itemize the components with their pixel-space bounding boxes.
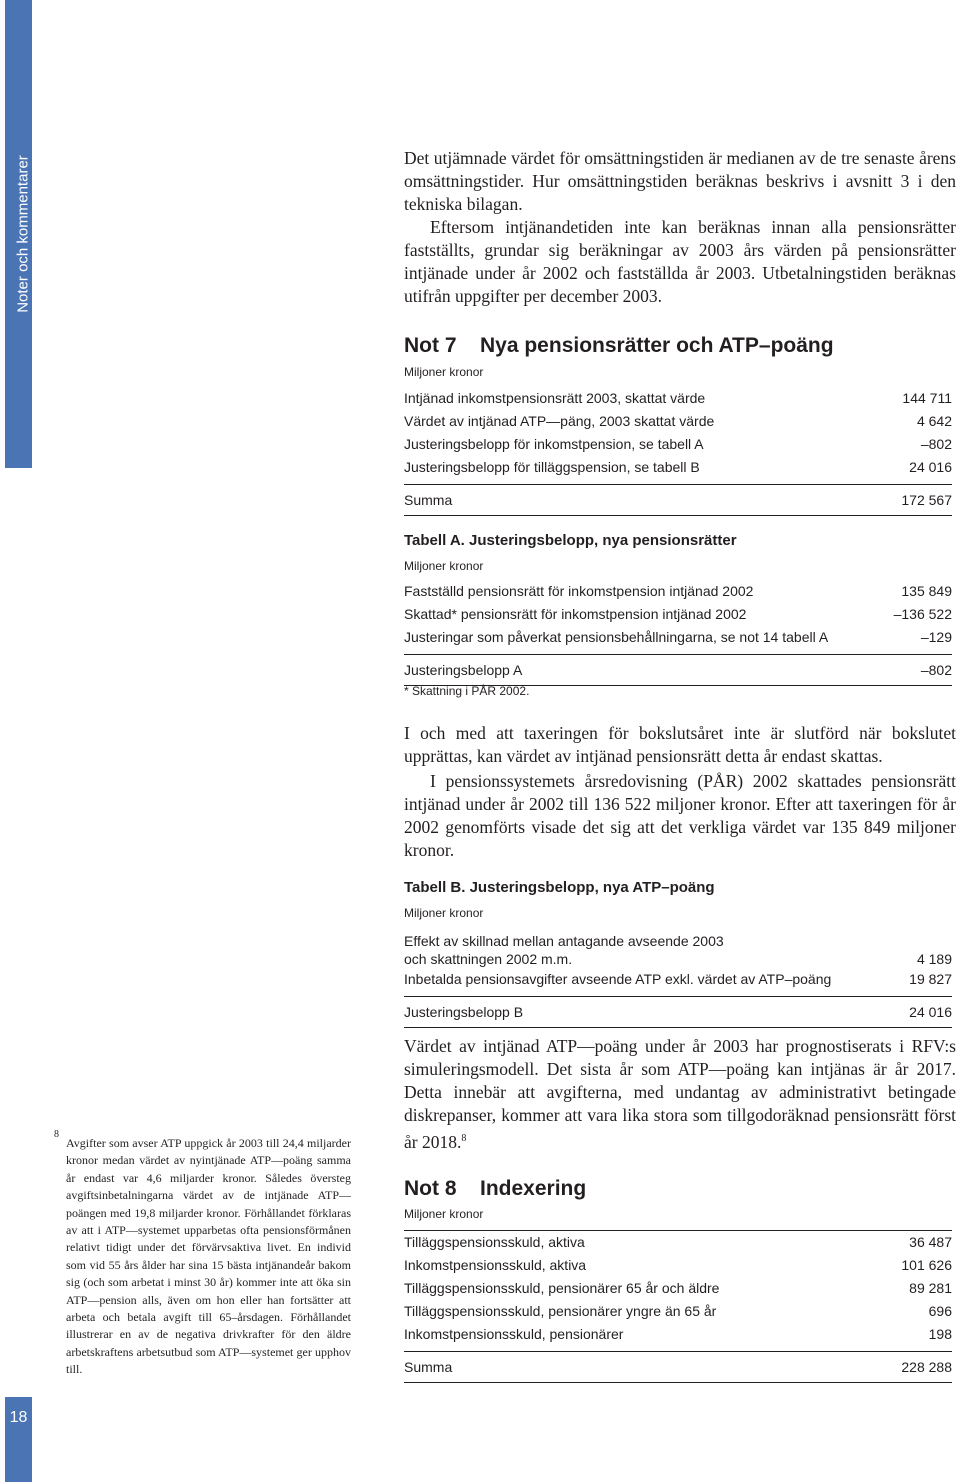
tableA-title: Tabell A. Justeringsbelopp, nya pensionsrätter [404, 532, 737, 549]
tableB-unit: Miljoner kronor [404, 906, 484, 920]
note7-heading [404, 333, 834, 359]
tableB-title: Tabell B. Justeringsbelopp, nya ATP–poäng [404, 879, 715, 896]
note8-unit: Miljoner kronor [404, 1207, 484, 1221]
page-number: 18 [9, 1409, 28, 1426]
tableA-footnote: * Skattning i PÅR 2002. [404, 684, 530, 698]
note7-unit: Miljoner kronor [404, 365, 484, 379]
table-rule [404, 515, 952, 516]
after-tableB-paragraph [404, 1035, 956, 1154]
table-row: Tilläggspensionsskuld, pensionärer 65 år och äldre 89 281 [404, 1280, 952, 1296]
note8-table [404, 1230, 952, 1383]
note8-number: Not 8 [404, 1177, 457, 1200]
table-row: Effekt av skillnad mellan antagande avseende 2003 och skattningen 2002 m.m. 4 189 [404, 933, 952, 967]
note7-number: Not 7 [404, 334, 457, 357]
footnote-marker: 8 [54, 1129, 59, 1140]
table-rule [404, 484, 952, 485]
table-rule [404, 654, 952, 655]
table-row: Inbetalda pensionsavgifter avseende ATP exkl. värdet av ATP–poäng 19 827 [404, 971, 952, 987]
table-row: Justeringar som påverkat pensionsbehållningarna, se not 14 tabell A –129 [404, 629, 952, 645]
table-row: Skattad* pensionsrätt för inkomstpension intjänad 2002 –136 522 [404, 606, 952, 622]
table-rule [404, 1351, 952, 1352]
table-row: Inkomstpensionsskuld, pensionärer 198 [404, 1326, 952, 1342]
after-tableB-text: Värdet av intjänad ATP—poäng under år 2003 har prognostiserats i RFV:s simuleringsmodell. Det sista år som ATP—poäng kan intjänas är år 2017. Detta innebär att avgifterna, med undantag av administrativt betingade diskrepanser, kommer att vara lika stora som tillgodoräknad pensionsrätt först år 2018. [404, 1036, 956, 1152]
table-total-row: Summa 228 288 [404, 1359, 952, 1375]
note8-heading [404, 1176, 586, 1202]
footnote-8: Avgifter som avser ATP uppgick år 2003 till 24,4 miljarder kronor medan värdet av nyintjänade ATP—poäng samma år endast var 4,6 miljarder kronor. Således översteg avgiftsinbetalningarna värdet av de intjänade ATP—poängen med 19,8 miljarder kronor. Förhållandet förklaras av att i ATP—systemet upparbetas ofta pensionsförmånen relativt tidigt under det förvärvsaktiva livet. En individ som vid 55 års ålder har sina 15 bästa intjänandeår bakom sig (och som arbetat i minst 30 år) kommer inte att öka sin ATP—pension alls, även om hon eller han fortsätter att arbeta och betala avgift till 65–årsdagen. Förhållandet illustrerar en av de negativa drivkrafter för den äldre arbetskraftens arbetsutbud som ATP—systemet ger upphov till. [66, 1136, 351, 1377]
page-number-box [5, 1397, 32, 1482]
note8-title: Indexering [480, 1177, 587, 1200]
middle-paragraph-2 [404, 770, 956, 862]
tableB-table [404, 928, 952, 1028]
table-row: Inkomstpensionsskuld, aktiva 101 626 [404, 1257, 952, 1273]
intro-paragraph-2-text: Eftersom intjänandetiden inte kan beräknas innan alla pensionsrätter fastställts, grundar sig beräkningar av 2003 års värden på pensionsrätter intjänade under år 2002 och fastställda år 2003. Utbetalningstiden beräknas utifrån uppgifter per december 2003. [404, 217, 956, 306]
middle-paragraph-2-text: I pensionssystemets årsredovisning (PÅR) 2002 skattades pensionsrätt intjänad under år 2002 till 136 522 miljoner kronor. Efter att taxeringen för år 2002 genomförts visade det sig att det verkliga värdet var 135 849 miljoner kronor. [404, 771, 956, 860]
note7-title: Nya pensionsrätter och ATP–poäng [480, 334, 834, 357]
tableA-unit: Miljoner kronor [404, 559, 484, 573]
table-rule [404, 996, 952, 997]
tableA-table [404, 580, 952, 686]
table-row: Tilläggspensionsskuld, pensionärer yngre än 65 år 696 [404, 1303, 952, 1319]
intro-paragraph-2 [404, 216, 956, 308]
footnote-reference: 8 [461, 1133, 467, 1144]
table-rule [404, 1027, 952, 1028]
table-row: Justeringsbelopp för tilläggspension, se tabell B 24 016 [404, 459, 952, 475]
table-total-row: Justeringsbelopp B 24 016 [404, 1004, 952, 1020]
intro-paragraph-1: Det utjämnade värdet för omsättningstiden är medianen av de tre senaste årens omsättningstider. Hur omsättningstiden beräknas beskrivs i avsnitt 3 i den tekniska bilagan. [404, 148, 956, 214]
table-row: Tilläggspensionsskuld, aktiva 36 487 [404, 1234, 952, 1250]
table-rule [404, 1382, 952, 1383]
table-row: Värdet av intjänad ATP—päng, 2003 skattat värde 4 642 [404, 413, 952, 429]
table-row: Intjänad inkomstpensionsrätt 2003, skattat värde 144 711 [404, 390, 952, 406]
table-row: Fastställd pensionsrätt för inkomstpension intjänad 2002 135 849 [404, 583, 952, 599]
table-total-row: Justeringsbelopp A –802 [404, 662, 952, 678]
sidebar-band [5, 0, 32, 468]
table-row: Justeringsbelopp för inkomstpension, se tabell A –802 [404, 436, 952, 452]
table-total-row: Summa 172 567 [404, 492, 952, 508]
middle-paragraph-1: I och med att taxeringen för bokslutsåret inte är slutförd när bokslutet upprättas, kan värdet av intjänad pensionsrätt detta år endast skattas. [404, 723, 956, 766]
note7-table [404, 387, 952, 516]
sidebar-section-label: Noter och kommentarer [14, 155, 32, 313]
